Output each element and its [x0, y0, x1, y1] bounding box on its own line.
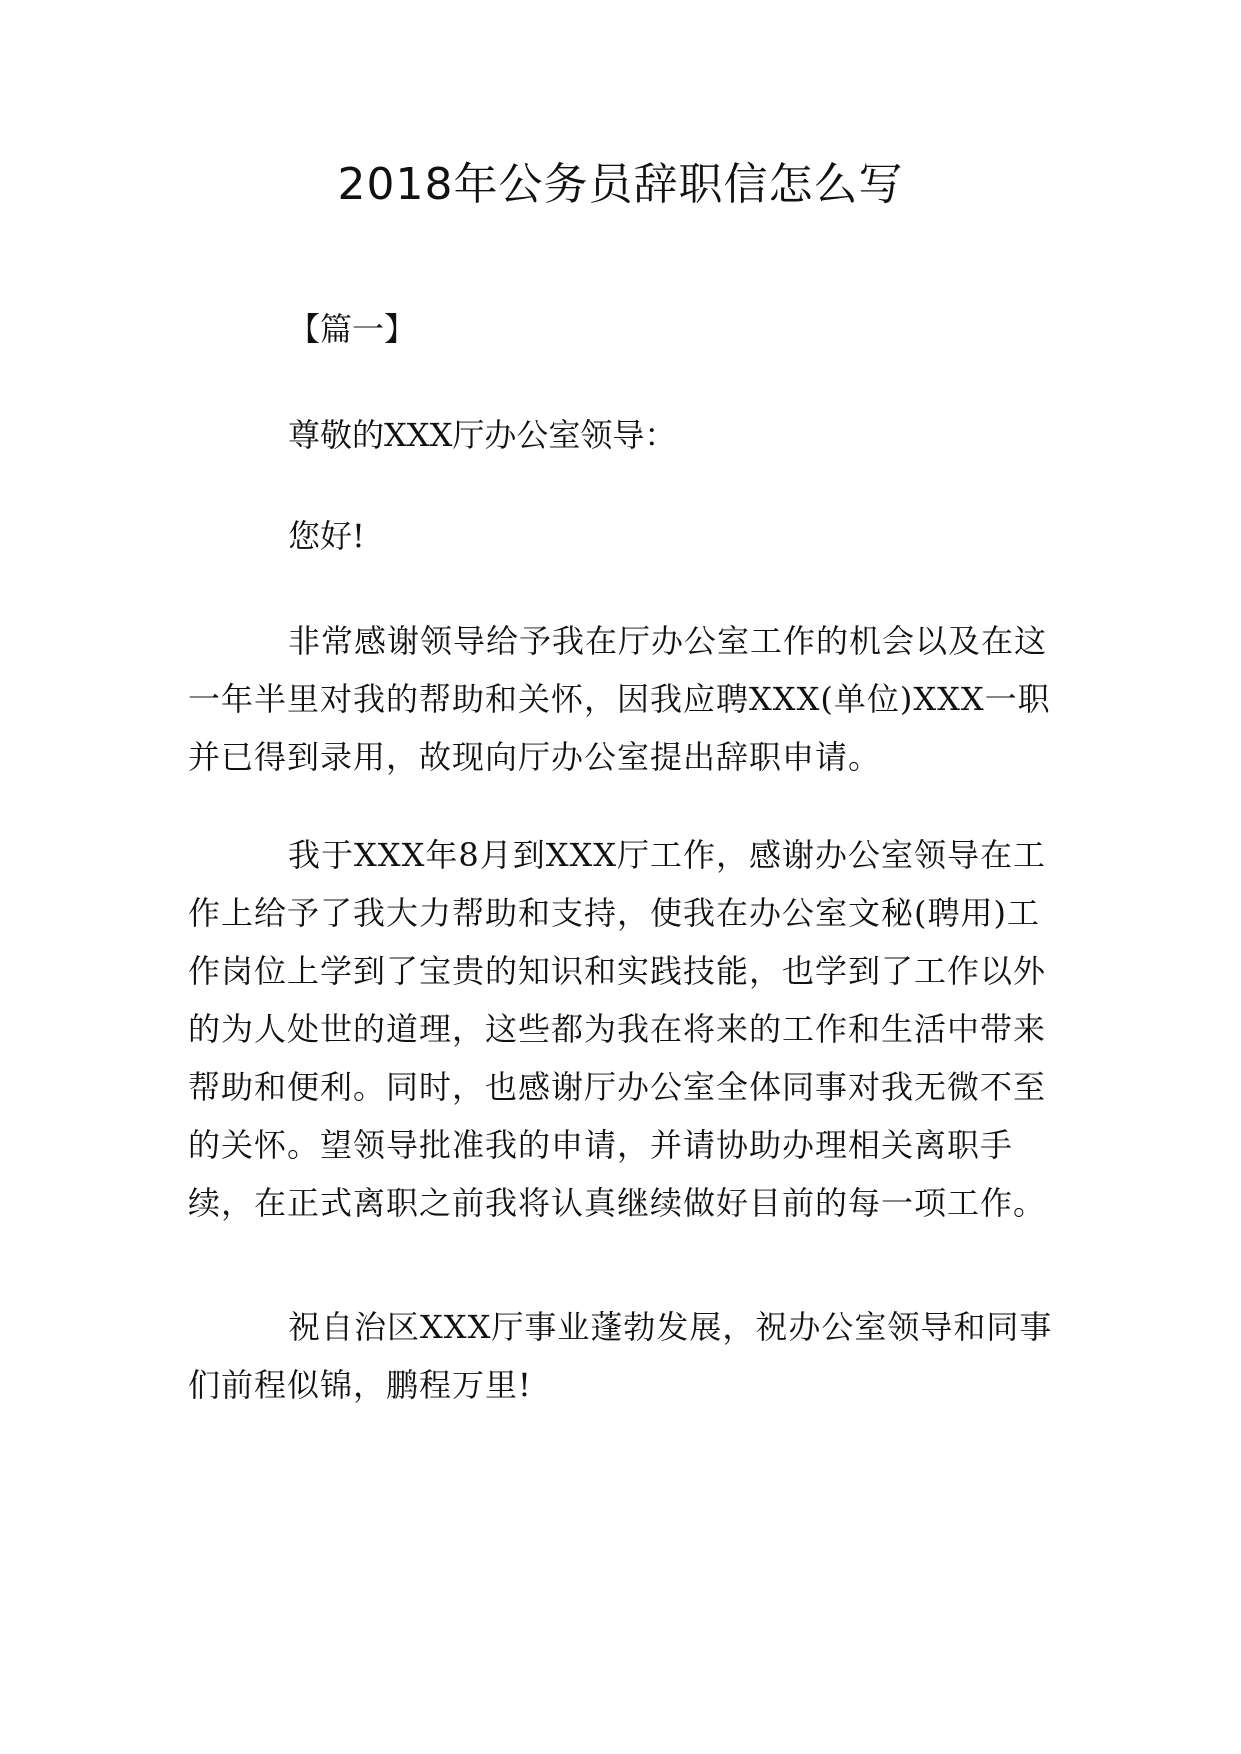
document-title: 2018年公务员辞职信怎么写 — [337, 159, 904, 210]
paragraph-1: 非常感谢领导给予我在厅办公室工作的机会以及在这一年半里对我的帮助和关怀，因我应聘XXX(单位)XXX一职并已得到录用，故现向厅办公室提出辞职申请。 — [188, 622, 1051, 776]
paragraph-3: 祝自治区XXX厅事业蓬勃发展，祝办公室领导和同事们前程似锦，鹏程万里! — [188, 1308, 1053, 1404]
greeting: 您好! — [288, 517, 365, 555]
section-label: 【篇一】 — [288, 310, 417, 348]
salutation: 尊敬的XXX厅办公室领导： — [288, 416, 677, 454]
paragraph-2: 我于XXX年8月到XXX厅工作，感谢办公室领导在工作上给予了我大力帮助和支持，使我在办公室文秘(聘用)工作岗位上学到了宝贵的知识和实践技能，也学到了工作以外的为人处世的道理，这些都为我在将来的工作和生活中带来帮助和便利。同时，也感谢厅办公室全体同事对我无微不至的关怀。望领导批准我的申请，并请协助办理相关离职手续，在正式离职之前我将认真继续做好目前的每一项工作。 — [188, 836, 1047, 1222]
